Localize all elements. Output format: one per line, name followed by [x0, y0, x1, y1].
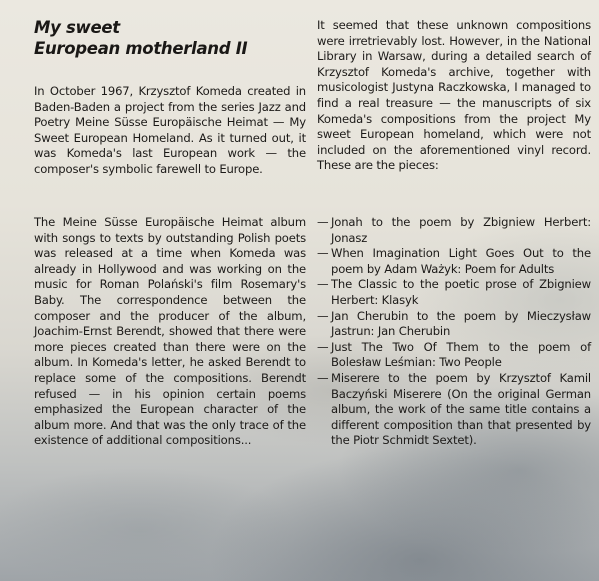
paragraph-intro: In October 1967, Krzysztof Komeda created in Baden-Baden a project from the series Jazz and Poetry Meine Süsse Europäische Heimat — My Sweet European Homeland. As it turned out, it was Komeda's last European work — the composer's symbolic farewell to Europe.: [34, 84, 306, 176]
article-title: [34, 17, 247, 59]
list-item: [317, 246, 591, 277]
paragraph-discovery: It seemed that these unknown compositions were irretrievably lost. However, in the National Library in Warsaw, during a detailed search of Krzysztof Komeda's archive, together with musicologist Justyna Raczkowska, I managed to find a real treasure — the manuscripts of six Komeda's compositions from the project My sweet European homeland, which were not included on the aforementioned vinyl record. These are the pieces:: [317, 18, 591, 173]
list-item: [317, 309, 591, 340]
title-line-2: European motherland II: [34, 39, 248, 58]
list-item: [317, 371, 591, 449]
piece-text: Miserere to the poem by Krzysztof Kamil Baczyński Miserere (On the original German album, the work of the same title contains a different composition than that presented by the Piotr Schmidt Sextet).: [331, 370, 591, 448]
dash-bullet: —: [317, 246, 329, 261]
piece-text: When Imagination Light Goes Out to the poem by Adam Ważyk: Poem for Adults: [331, 246, 591, 276]
piece-text: Just The Two Of Them to the poem of Bolesław Leśmian: Two People: [331, 339, 591, 370]
dash-bullet: —: [317, 370, 329, 385]
list-item: [317, 340, 591, 371]
pieces-list: [317, 215, 591, 449]
dash-bullet: —: [317, 215, 329, 229]
piece-text: Jonah to the poem by Zbigniew Herbert: Jonasz: [331, 215, 591, 245]
title-line-1: My sweet: [34, 18, 120, 37]
paragraph-album-history: The Meine Süsse Europäische Heimat album with songs to texts by outstanding Polish poets was released at a time when Komeda was already in Hollywood and was working on the music for Roman Polański's film Rosemary's Baby. The correspondence between the composer and the producer of the album, Joachim-Ernst Berendt, showed that there were more pieces created than there were on the album. In Komeda's letter, he asked Berendt to replace some of the compositions. Berendt refused — in his opinion certain poems emphasized the European character of the album more. And that was the only trace of the existence of additional compositions...: [34, 215, 306, 448]
piece-text: The Classic to the poetic prose of Zbigniew Herbert: Klasyk: [331, 277, 591, 307]
piece-text: Jan Cherubin to the poem by Mieczysław Jastrun: Jan Cherubin: [331, 308, 591, 339]
dash-bullet: —: [317, 308, 329, 323]
dash-bullet: —: [317, 339, 329, 354]
dash-bullet: —: [317, 277, 329, 292]
list-item: [317, 277, 591, 308]
list-item: [317, 215, 591, 246]
